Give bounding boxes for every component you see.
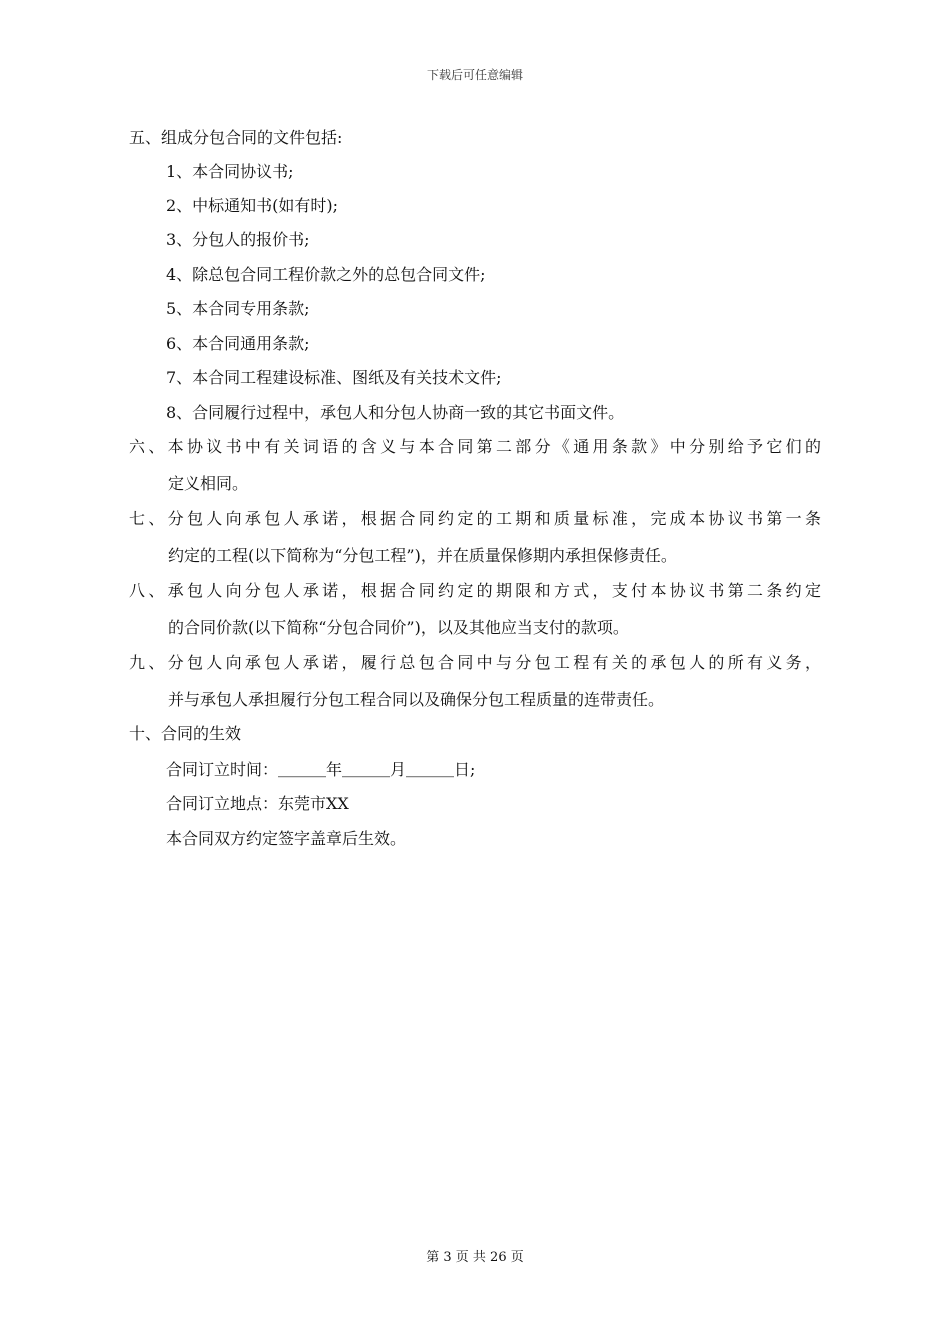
section5-item-7: 7、本合同工程建设标准、图纸及有关技术文件; <box>166 368 502 387</box>
contract-sign-place: 合同订立地点：东莞市XX <box>166 794 349 813</box>
page-header: 下载后可任意编辑 <box>426 68 523 82</box>
section5-title: 五、组成分包合同的文件包括: <box>129 128 343 147</box>
section7-line-2: 约定的工程(以下简称为“分包工程”)，并在质量保修期内承担保修责任。 <box>168 546 677 565</box>
section5-item-3: 3、分包人的报价书; <box>166 230 310 249</box>
section9-line-2: 并与承包人承担履行分包工程合同以及确保分包工程质量的连带责任。 <box>168 690 665 709</box>
section9-line-1: 九、分包人向承包人承诺，履行总包合同中与分包工程有关的承包人的所有义务， <box>129 653 821 672</box>
section6-line-2: 定义相同。 <box>168 474 249 493</box>
page-footer: 第 3 页 共 26 页 <box>426 1250 524 1265</box>
section7-line-1: 七、分包人向承包人承诺，根据合同约定的工期和质量标准，完成本协议书第一条 <box>129 509 821 528</box>
section5-item-5: 5、本合同专用条款; <box>166 299 310 318</box>
section5-item-2: 2、中标通知书(如有时); <box>166 196 339 215</box>
section5-item-8: 8、合同履行过程中，承包人和分包人协商一致的其它书面文件。 <box>166 403 625 422</box>
section10-title: 十、合同的生效 <box>129 724 242 743</box>
section6-line-1: 六、本协议书中有关词语的含义与本合同第二部分《通用条款》中分别给予它们的 <box>129 437 821 456</box>
section5-item-6: 6、本合同通用条款; <box>166 334 310 353</box>
section5-item-1: 1、本合同协议书; <box>166 162 294 181</box>
section8-line-1: 八、承包人向分包人承诺，根据合同约定的期限和方式，支付本协议书第二条约定 <box>129 581 821 600</box>
section8-line-2: 的合同价款(以下简称“分包合同价”)，以及其他应当支付的款项。 <box>168 618 629 637</box>
contract-sign-time: 合同订立时间：＿＿＿年＿＿＿月＿＿＿日; <box>166 760 476 779</box>
section5-item-4: 4、除总包合同工程价款之外的总包合同文件; <box>166 265 486 284</box>
contract-effect-clause: 本合同双方约定签字盖章后生效。 <box>166 829 407 848</box>
